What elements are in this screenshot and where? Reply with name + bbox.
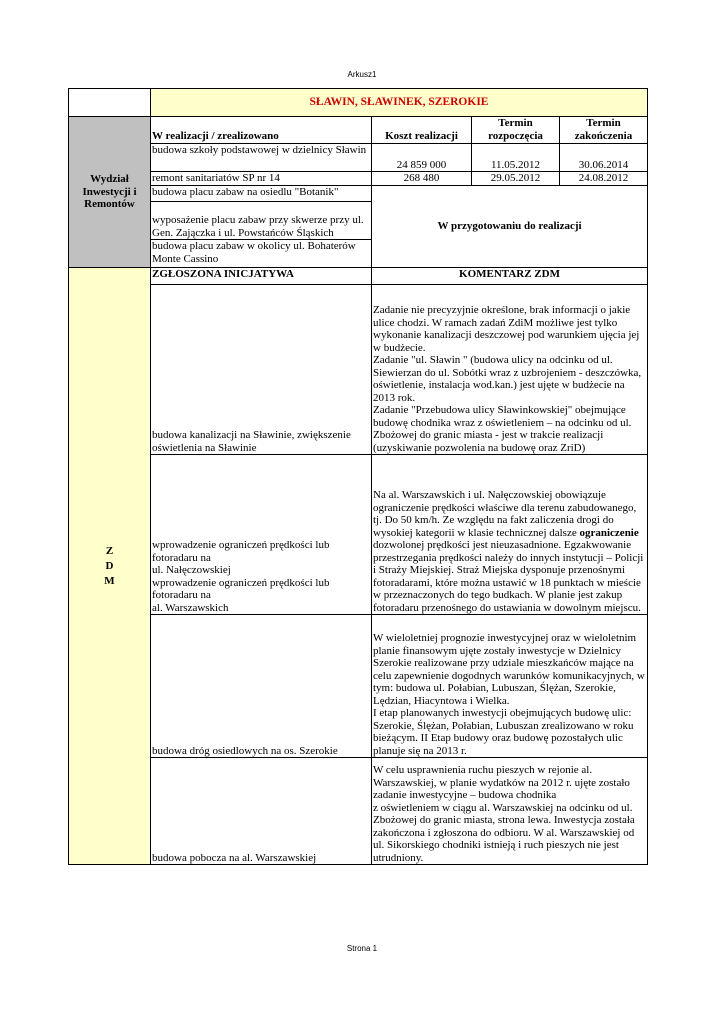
column-header-cost: Koszt realizacji	[371, 116, 471, 143]
project-cost: 24 859 000	[371, 143, 471, 171]
column-header-name: W realizacji / zrealizowano	[150, 116, 371, 143]
comment-text: Zadanie nie precyzyjnie określone, brak informacji o jakie ulice chodzi. W ramach zadań ZdiM możliwe jest tylko wykonanie kanalizacji deszczowej pod warunkiem ujęcia jej w budżecie. Zadanie "ul. Sławin " (budowa ulicy na odcinku od ul. Siewierzan do ul. Sobótki wraz z uzbrojeniem - deszczówka, oświetlenie, instalacja wod.kan.) jest ujęte w budżecie na 2013 rok. Zadanie "Przebudowa ulicy Sławinkowskiej" obejmujące budowę chodnika wraz z oświetleniem – na odcinku od ul. Zbożowej do granic miasta - jest w trakcie realizacji (uzyskiwanie pozwolenia na budowę oraz ZriD)	[373, 304, 642, 454]
comment-text: W celu usprawnienia ruchu pieszych w rejonie al. Warszawskiej, w planie wydatków na 2012 r. ujęte zostało zadanie inwestycyjne – budowa chodnika z oświetleniem w ciągu al. Warszawskiej na odcinku od ul. Zbożowej do granic miasta, strona lewa. Inwestycja została zakończona i zgłoszona do odbioru. W al. Warszawskiej od ul. Sikorskiego chodniki istnieją i ruch pieszych nie jest utrudniony.	[373, 764, 635, 864]
comment-text-part: dozwolonej prędkości jest nieuzasadnione. Egzakwowanie przestrzegania prędkości należy do innych instytucji – Policji i Straży Miejskiej. Straż Miejska dysponuje przenośnymi fotoradarami, które można ustawić w 18 punktach w mieście w przeznaczonych do tego budkach. W planie jest zakup fotoradaru przenośnego do ustawiania w dowolnym miejscu.	[373, 539, 644, 614]
project-cost: 268 480	[371, 171, 471, 185]
comment-cell	[371, 284, 648, 454]
planned-status: W przygotowaniu do realizacji	[371, 185, 648, 268]
comment-emphasis: ograniczenie	[579, 526, 639, 539]
column-header-initiative: ZGŁOSZONA INICJATYWA	[150, 268, 371, 284]
initiative-cell: budowa pobocza na al. Warszawskiej	[150, 757, 371, 865]
department-label: Wydział Inwestycji i Remontów	[68, 116, 150, 268]
planned-project: wyposażenie placu zabaw przy skwerze przy ul. Gen. Zajączka i ul. Powstańców Śląskich	[150, 201, 371, 239]
comment-cell	[371, 614, 648, 757]
initiative-cell: budowa kanalizacji na Sławinie, zwiększenie oświetlenia na Sławinie	[150, 284, 371, 454]
district-title: SŁAWIN, SŁAWINEK, SZEROKIE	[150, 88, 648, 116]
comment-text: W wieloletniej prognozie inwestycyjnej oraz w wieloletnim planie finansowym ujęte zostały inwestycje w Dzielnicy Szerokie realizowane przy udziale mieszkańców mające na celu zapewnienie dogodnych warunków komunikacyjnych, w tym: budowa ul. Połabian, Lubuszan, Ślężan, Szerokie, Lędzian, Hiacyntowa i Wielka. I etap planowanych inwestycji obejmujących budowę ulic: Szerokie, Ślężan, Połabian, Lubuszan zrealizowano w roku bieżącym. II Etap budowy oraz budowę pozostałych ulic planuje się na 2013 r.	[373, 632, 645, 757]
comment-text-part: Na al. Warszawskich i ul. Nałęczowskiej obowiązuje ograniczenie prędkości właściwe dla terenu zabudowanego, tj. Do 50 km/h. Ze względu na fakt zaliczenia drogi do wysokiej kategorii w klasie technicznej dalsze	[373, 489, 637, 539]
project-end-date: 30.06.2014	[559, 143, 648, 171]
project-name: budowa szkoły podstawowej w dzielnicy Sławin	[150, 143, 371, 171]
column-header-comment: KOMENTARZ ZDM	[371, 268, 648, 284]
comment-text	[373, 489, 646, 614]
project-end-date: 24.08.2012	[559, 171, 648, 185]
initiative-cell: budowa dróg osiedlowych na os. Szerokie	[150, 614, 371, 757]
comment-cell	[371, 757, 648, 865]
column-header-start: Termin rozpoczęcia	[471, 116, 559, 143]
planned-project: budowa placu zabaw na osiedlu "Botanik"	[150, 185, 371, 201]
project-name: remont sanitariatów SP nr 14	[150, 171, 371, 185]
zdm-label: Z D M	[68, 268, 150, 865]
header-corner-cell	[68, 88, 150, 116]
initiative-cell: wprowadzenie ograniczeń prędkości lub fotoradaru na ul. Nałęczowskiej wprowadzenie ograniczeń prędkości lub fotoradaru na al. Warszawskich	[150, 454, 371, 614]
sheet-name: Arkusz1	[347, 70, 377, 79]
planned-project: budowa placu zabaw w okolicy ul. Bohaterów Monte Cassino	[150, 239, 371, 268]
project-start-date: 11.05.2012	[471, 143, 559, 171]
comment-cell	[371, 454, 648, 614]
project-start-date: 29.05.2012	[471, 171, 559, 185]
column-header-end: Termin zakończenia	[559, 116, 648, 143]
page-footer: Strona 1	[346, 944, 378, 953]
